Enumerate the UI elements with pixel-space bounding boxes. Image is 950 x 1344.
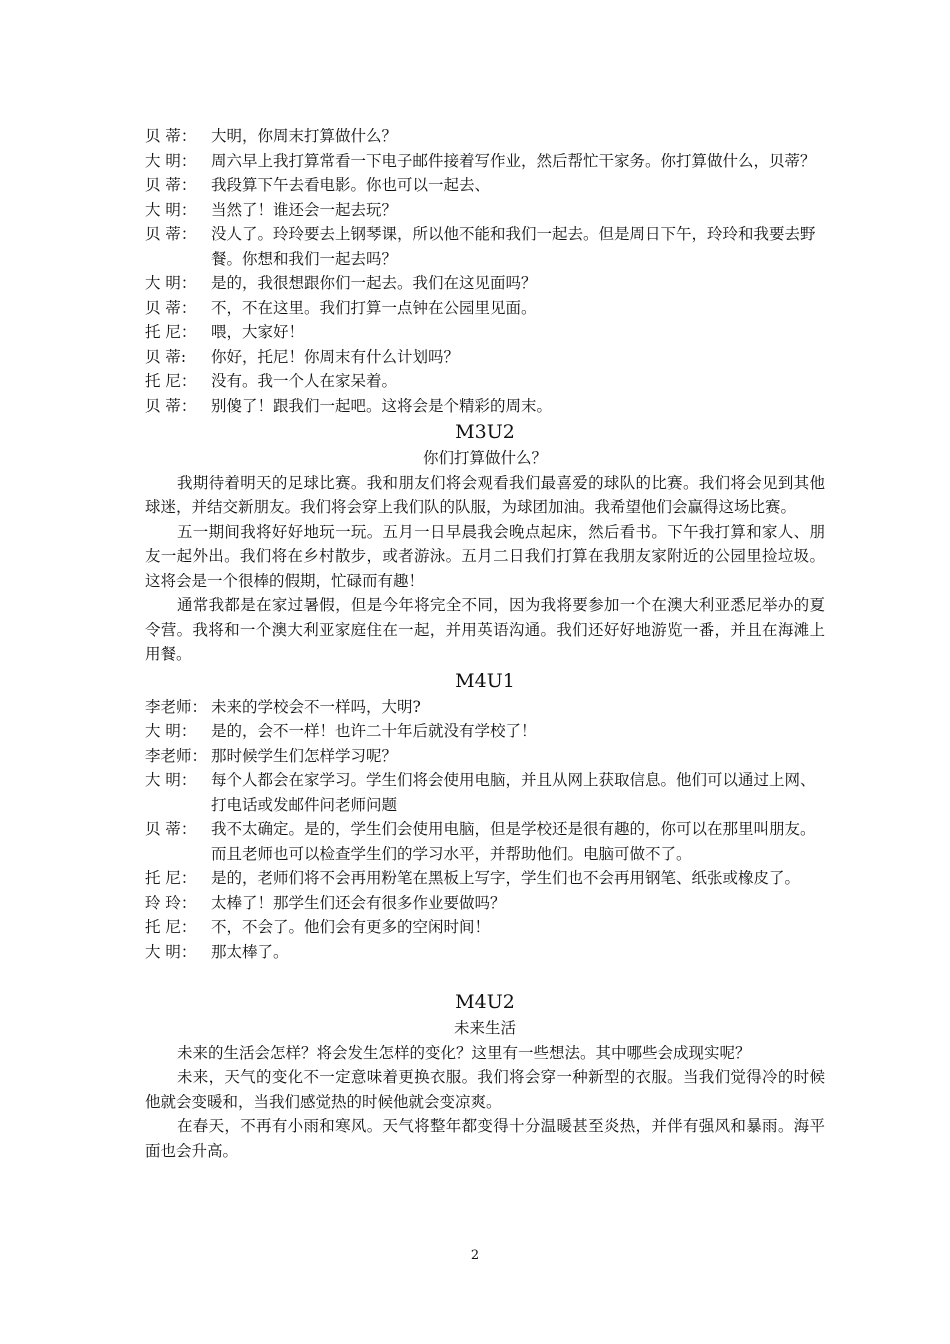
dialogue-line — [145, 817, 825, 866]
speaker: 大 明： — [145, 274, 197, 292]
dialogue-line — [145, 744, 825, 769]
utterance: 不，不会了。他们会有更多的空闲时间！ — [211, 918, 491, 936]
speaker: 贝 蒂： — [145, 127, 197, 145]
speaker: 玲 玲： — [145, 893, 197, 912]
paragraph: 通常我都是在家过暑假，但是今年将完全不同，因为我将要参加一个在澳大利亚悉尼举办的夏令营。我将和一个澳大利亚家庭住在一起，并用英语沟通。我们还好好地游览一番，并且在海滩上用餐。 — [145, 596, 825, 663]
speaker: 大 明： — [145, 200, 197, 219]
utterance: 每个人都会在家学习。学生们将会使用电脑，并且从网上获取信息。他们可以通过上网、打电话或发邮件问老师问题 — [211, 771, 816, 814]
speaker: 贝 蒂： — [145, 225, 197, 243]
dialogue-line — [145, 940, 825, 965]
utterance: 那时候学生们怎样学习呢？ — [211, 746, 398, 765]
page-number: 2 — [470, 1248, 480, 1263]
dialogue-line — [145, 320, 825, 345]
utterance: 没有。我一个人在家呆着。 — [211, 372, 398, 390]
utterance: 大明，你周末打算做什么？ — [211, 127, 398, 145]
dialogue-line — [145, 915, 825, 940]
utterance: 当然了！谁还会一起去玩？ — [211, 200, 398, 219]
utterance: 没人了。玲玲要去上钢琴课，所以他不能和我们一起去。但是周日下午，玲玲和我要去野餐。你想和我们一起去吗？ — [211, 225, 816, 268]
speaker: 大 明： — [145, 722, 197, 740]
speaker: 大 明： — [145, 151, 197, 170]
dialogue-line — [145, 891, 825, 916]
dialogue-line — [145, 124, 825, 149]
paragraph: 在春天，不再有小雨和寒风。天气将整年都变得十分温暖甚至炎热，并伴有强风和暴雨。海平面也会升高。 — [145, 1117, 825, 1160]
dialogue-line — [145, 768, 825, 817]
utterance: 喂，大家好！ — [211, 323, 305, 341]
speaker: 大 明： — [145, 942, 197, 961]
dialogue-line — [145, 394, 825, 419]
speaker: 李老师： — [145, 746, 208, 765]
section-gap — [145, 964, 825, 988]
section-heading: M4U1 — [455, 669, 515, 692]
speaker: 贝 蒂： — [145, 820, 197, 838]
speaker: 托 尼： — [145, 869, 197, 887]
section-heading: M4U2 — [455, 991, 515, 1013]
utterance: 你好，托尼！你周末有什么计划吗？ — [211, 347, 460, 366]
dialogue-line — [145, 866, 825, 891]
utterance: 太棒了！那学生们还会有很多作业要做吗？ — [211, 893, 506, 912]
speaker: 托 尼： — [145, 372, 197, 390]
utterance: 别傻了！跟我们一起吧。这将会是个精彩的周末。 — [211, 396, 553, 415]
m4u2-section — [145, 988, 825, 1163]
paragraph: 五一期间我将好好地玩一玩。五月一日早晨我会晚点起床，然后看书。下午我打算和家人、朋友一起外出。我们将在乡村散步，或者游泳。五月二日我们打算在我朋友家附近的公园里捡垃圾。这将会是一个很棒的假期，忙碌而有趣！ — [145, 522, 825, 590]
speaker: 托 尼： — [145, 323, 197, 341]
utterance: 不，不在这里。我们打算一点钟在公园里见面。 — [211, 298, 537, 317]
speaker: 贝 蒂： — [145, 396, 197, 415]
utterance: 是的，老师们将不会再用粉笔在黑板上写字，学生们也不会再用钢笔、纸张或橡皮了。 — [211, 869, 801, 887]
paragraph: 我期待着明天的足球比赛。我和朋友们将会观看我们最喜爱的球队的比赛。我们将会见到其他球迷，并结交新朋友。我们将会穿上我们队的队服，为球团加油。我希望他们会赢得这场比赛。 — [145, 473, 825, 516]
section-subtitle: 未来生活 — [453, 1019, 516, 1037]
dialogue-line — [145, 149, 825, 174]
speaker: 托 尼： — [145, 918, 197, 936]
utterance: 我段算下午去看电影。你也可以一起去、 — [211, 176, 491, 194]
dialogue-line — [145, 695, 825, 720]
utterance: 未来的学校会不一样吗，大明? — [211, 697, 421, 716]
speaker: 李老师： — [145, 697, 208, 716]
dialogue-line — [145, 222, 825, 271]
section-subtitle: 你们打算做什么？ — [422, 449, 547, 467]
dialogue-line — [145, 271, 825, 296]
utterance: 那太棒了。 — [211, 942, 289, 961]
utterance: 周六早上我打算常看一下电子邮件接着写作业，然后帮忙干家务。你打算做什么，贝蒂？ — [211, 151, 816, 170]
utterance: 是的，会不一样！也许二十年后就没有学校了！ — [211, 722, 537, 740]
utterance: 我不太确定。是的，学生们会使用电脑，但是学校还是很有趣的，你可以在那里叫朋友。而且老师也可以检查学生们的学习水平，并帮助他们。电脑可做不了。 — [211, 820, 816, 863]
speaker: 大 明： — [145, 771, 197, 789]
page-content — [145, 124, 825, 1163]
dialogue-line — [145, 173, 825, 198]
m3u1-dialogue — [145, 124, 825, 418]
m4u1-section — [145, 667, 825, 965]
paragraph: 未来的生活会怎样？将会发生怎样的变化？这里有一些想法。其中哪些会成现实呢？ — [177, 1043, 751, 1062]
dialogue-line — [145, 369, 825, 394]
dialogue-line — [145, 198, 825, 223]
speaker: 贝 蒂： — [145, 176, 197, 194]
section-heading: M3U2 — [455, 421, 515, 443]
dialogue-line — [145, 719, 825, 744]
paragraph: 未来，天气的变化不一定意味着更换衣服。我们将会穿一种新型的衣服。当我们觉得冷的时候他就会变暖和，当我们感觉热的时候他就会变凉爽。 — [145, 1068, 825, 1111]
speaker: 贝 蒂： — [145, 298, 197, 317]
dialogue-line — [145, 296, 825, 321]
dialogue-line — [145, 345, 825, 370]
utterance: 是的，我很想跟你们一起去。我们在这见面吗？ — [211, 274, 537, 292]
speaker: 贝 蒂: — [145, 347, 187, 366]
m3u2-section — [145, 418, 825, 667]
